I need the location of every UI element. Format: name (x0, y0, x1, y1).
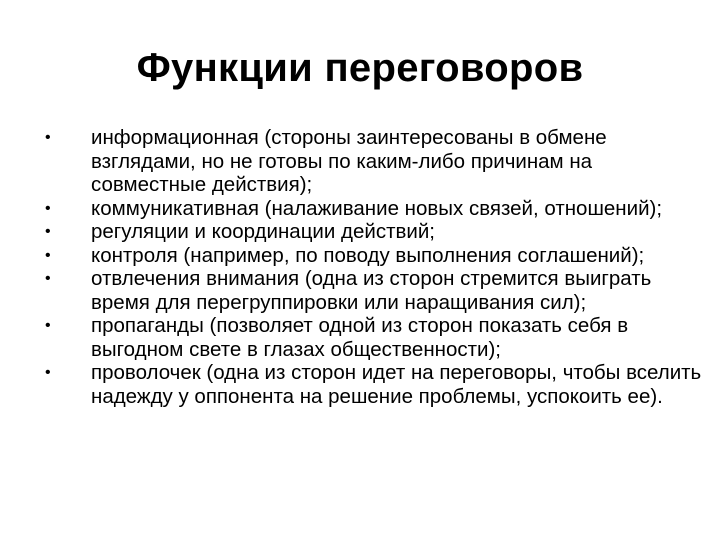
bullet-item-control (45, 244, 705, 268)
bullet-text: пропаганды (позволяет одной из сторон показать себя в выгодном свете в глазах общественности); (91, 314, 629, 361)
bullet-text: контроля (например, по поводу выполнения соглашений); (91, 243, 645, 267)
bullet-item-distraction (45, 267, 705, 314)
slide-title: Функции переговоров (136, 46, 584, 90)
bullet-icon: • (45, 364, 51, 381)
bullet-item-informational (45, 126, 705, 197)
bullet-icon: • (45, 246, 51, 264)
bullet-item-propaganda (45, 314, 705, 361)
bullet-icon: • (45, 129, 51, 146)
bullet-text: коммуникативная (налаживание новых связей, отношений); (91, 196, 663, 220)
bullet-item-delay (45, 361, 705, 408)
bullet-text: регуляции и координации действий; (91, 220, 435, 243)
bullet-icon: • (45, 317, 51, 334)
bullet-text: информационная (стороны заинтересованы в обмене взглядами, но не готовы по каким-либо причинам на совместные действия); (91, 126, 607, 196)
bullet-item-communicative (45, 197, 705, 221)
bullet-item-regulation (45, 220, 705, 244)
bullet-list (45, 126, 705, 408)
bullet-icon: • (45, 199, 51, 217)
bullet-text: проволочек (одна из сторон идет на переговоры, чтобы вселить надежду у оппонента на решение проблемы, успокоить ее). (91, 361, 702, 408)
bullet-text: отвлечения внимания (одна из сторон стремится выиграть время для перегруппировки или наращивания сил); (91, 267, 652, 314)
bullet-icon: • (45, 270, 51, 287)
bullet-icon: • (45, 223, 51, 240)
